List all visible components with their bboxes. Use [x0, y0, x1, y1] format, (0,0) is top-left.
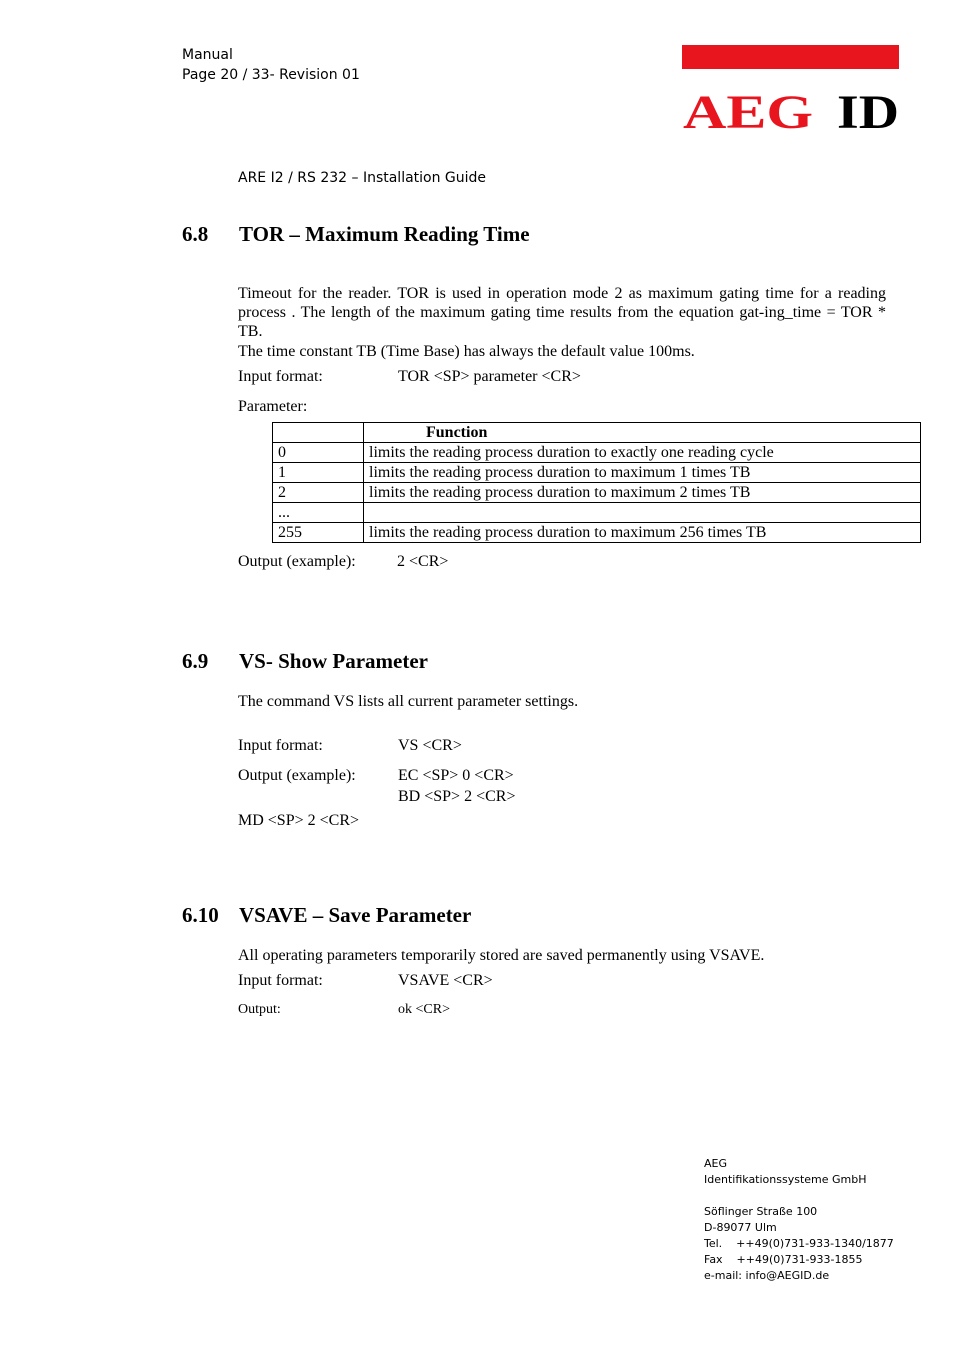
section-title: TOR – Maximum Reading Time: [239, 222, 530, 246]
table-cell-value: 1: [273, 463, 364, 483]
tor-input-label: Input format:: [238, 368, 323, 385]
section-number: 6.8: [182, 222, 209, 246]
vsave-description: All operating parameters temporarily stored are saved permanently using VSAVE.: [238, 947, 765, 964]
svg-text:ID: ID: [837, 86, 899, 133]
vsave-input-label: Input format:: [238, 972, 323, 989]
vs-output-line: EC <SP> 0 <CR>: [398, 767, 514, 784]
footer-company-name: AEG: [704, 1157, 727, 1170]
table-row: [273, 463, 921, 483]
table-cell-function: [364, 503, 921, 523]
aeg-id-logo: [682, 45, 899, 133]
table-row: [273, 503, 921, 523]
header-guide-title: ARE I2 / RS 232 – Installation Guide: [238, 170, 487, 186]
vs-input-label: Input format:: [238, 737, 323, 754]
table-header-row: [273, 423, 921, 443]
svg-text:AEG: AEG: [683, 86, 813, 133]
header-manual: Manual: [182, 47, 233, 63]
vsave-output-value: ok <CR>: [398, 1002, 450, 1017]
section-number: 6.10: [182, 903, 219, 927]
table-cell-value: 255: [273, 523, 364, 543]
table-cell-function: limits the reading process duration to maximum 2 times TB: [364, 483, 921, 503]
vs-description: The command VS lists all current parameter settings.: [238, 693, 579, 710]
table-row: [273, 483, 921, 503]
table-cell-function: limits the reading process duration to exactly one reading cycle: [364, 443, 921, 463]
footer-company-name-2: Identifikationssysteme GmbH: [704, 1173, 867, 1186]
logo-red-bar: [682, 45, 899, 69]
table-cell-value: 0: [273, 443, 364, 463]
vs-output-line: BD <SP> 2 <CR>: [398, 788, 516, 805]
section-title: VS- Show Parameter: [239, 649, 428, 673]
tor-parameter-label: Parameter:: [238, 398, 308, 415]
footer-spacer: [704, 1188, 894, 1204]
tor-output-label: Output (example):: [238, 553, 356, 570]
vsave-output-label: Output:: [238, 1002, 281, 1017]
footer-fax: Fax ++49(0)731-933-1855: [704, 1253, 863, 1266]
tor-parameter-table: [272, 422, 921, 543]
section-title: VSAVE – Save Parameter: [239, 903, 472, 927]
section-number: 6.9: [182, 649, 209, 673]
table-cell-value: 2: [273, 483, 364, 503]
table-header-cell: Function: [364, 423, 921, 443]
tor-timebase-note: The time constant TB (Time Base) has always the default value 100ms.: [238, 343, 695, 360]
header-page-revision: Page 20 / 33- Revision 01: [182, 67, 360, 83]
table-row: [273, 523, 921, 543]
vs-output-line: MD <SP> 2 <CR>: [238, 812, 360, 829]
table-cell-value: ...: [273, 503, 364, 523]
vsave-input-value: VSAVE <CR>: [398, 972, 493, 989]
footer-city: D-89077 Ulm: [704, 1221, 777, 1234]
tor-input-value: TOR <SP> parameter <CR>: [398, 368, 581, 385]
footer-address: [704, 1156, 894, 1284]
footer-email: e-mail: info@AEGID.de: [704, 1269, 830, 1282]
vs-input-value: VS <CR>: [398, 737, 462, 754]
table-cell-function: limits the reading process duration to maximum 256 times TB: [364, 523, 921, 543]
table-row: [273, 443, 921, 463]
tor-output-value: 2 <CR>: [397, 553, 449, 570]
tor-description: Timeout for the reader. TOR is used in operation mode 2 as maximum gating time for a reading process . The length of the maximum gating time results from the equation gat-ing_time = TOR * TB.: [238, 285, 886, 340]
vs-output-label: Output (example):: [238, 767, 356, 784]
table-header-cell: [273, 423, 364, 443]
footer-street: Söflinger Straße 100: [704, 1205, 818, 1218]
table-cell-function: limits the reading process duration to maximum 1 times TB: [364, 463, 921, 483]
footer-tel: Tel. ++49(0)731-933-1340/1877: [704, 1237, 894, 1250]
logo-wordmark: [682, 85, 899, 133]
